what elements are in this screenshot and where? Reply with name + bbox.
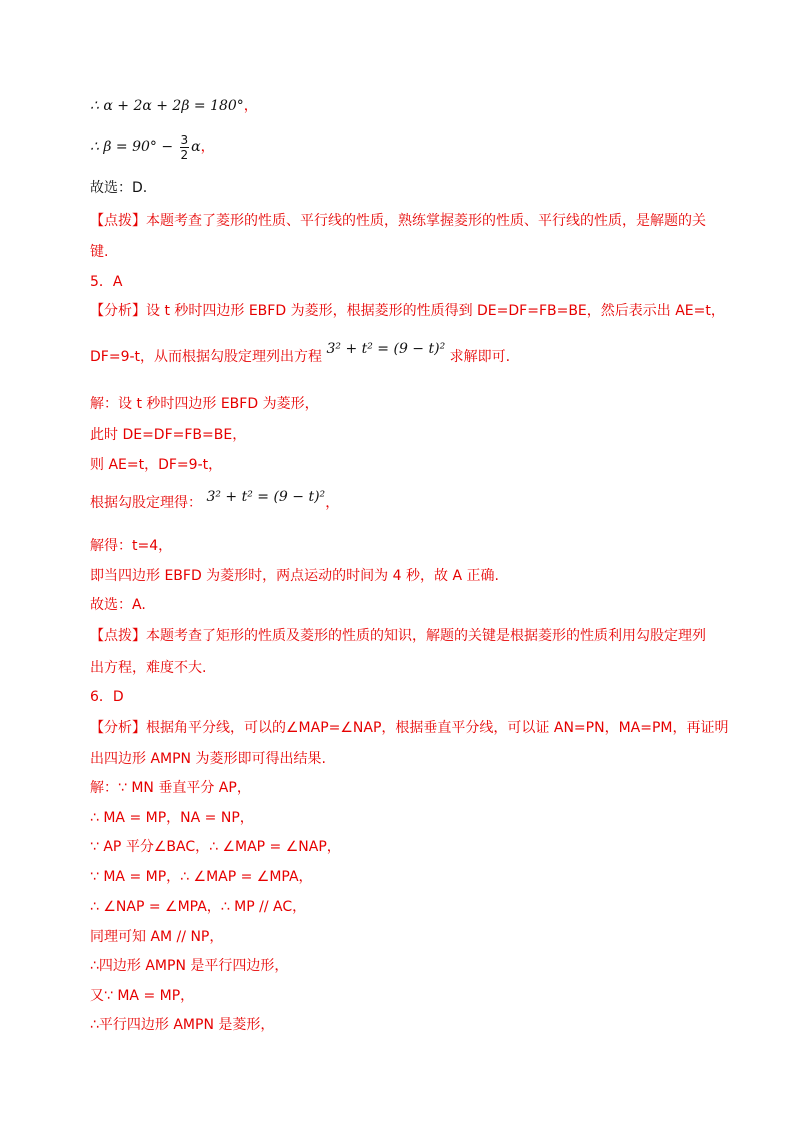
solution-line: 即当四边形 EBFD 为菱形时，两点运动的时间为 4 秒，故 A 正确. [90,568,499,584]
punctuation: ， [200,139,215,155]
fraction-denominator: 2 [180,147,189,162]
analysis-paragraph-q6-cont: 出四边形 AMPN 为菱形即可得出结果. [90,751,326,767]
tip-paragraph-q5-cont: 出方程，难度不大. [90,660,207,676]
proof-line: 解：∵ MN 垂直平分 AP， [90,780,251,796]
proof-line: ∵ AP 平分∠BAC，∴ ∠MAP = ∠NAP， [90,839,341,855]
analysis-paragraph-q6: 【分析】根据角平分线，可以的∠MAP=∠NAP，根据垂直平分线，可以证 AN=PN，MA=PM，再证明 [90,720,729,736]
solution-line: 此时 DE=DF=FB=BE， [90,427,247,443]
proof-line: ∴平行四边形 AMPN 是菱形， [90,1017,275,1033]
analysis-text-end: 求解即可. [449,349,511,365]
tip-paragraph-q4: 【点拨】本题考查了菱形的性质、平行线的性质，熟练掌握菱形的性质、平行线的性质，是解题的关 [90,213,706,229]
equation-line-beta [90,131,215,163]
tip-paragraph-q4-cont: 键. [90,244,109,260]
punctuation: ， [325,495,340,511]
solution-line: 解：设 t 秒时四边形 EBFD 为菱形， [90,396,319,412]
tip-paragraph-q5: 【点拨】本题考查了矩形的性质及菱形的性质的知识，解题的关键是根据菱形的性质利用勾股定理列 [90,628,706,644]
analysis-paragraph-q5: 【分析】设 t 秒时四边形 EBFD 为菱形，根据菱形的性质得到 DE=DF=FB=BE，然后表示出 AE=t， [90,303,725,319]
analysis-text: DF=9-t，从而根据勾股定理列出方程 [90,349,323,365]
solution-line: 解得：t=4， [90,538,173,554]
solution-text: 根据勾股定理得： [90,495,202,511]
beta-equation-suffix: α [191,139,201,155]
equation-line-angle-sum [90,97,258,115]
answer-choice-line: 故选：A. [90,597,146,613]
proof-line: ∴ MA = MP，NA = NP， [90,810,254,826]
proof-line: ∵ MA = MP，∴ ∠MAP = ∠MPA， [90,869,313,885]
proof-line: 又∵ MA = MP， [90,988,195,1004]
pythagorean-equation: 3² + t² = (9 − t)² [206,489,326,505]
beta-equation-prefix: ∴ β = 90° − [90,139,174,155]
answer-choice-line: 故选：D. [90,180,148,196]
question-6-heading: 6．D [90,689,124,705]
proof-line: ∴四边形 AMPN 是平行四边形， [90,958,289,974]
solution-equation-line [90,489,340,512]
fraction-three-halves [180,133,190,162]
question-5-heading: 5．A [90,274,123,290]
fraction-numerator: 3 [180,132,189,147]
analysis-paragraph-q5-cont [90,341,511,366]
pythagorean-equation: 3² + t² = (9 − t)² [326,341,446,357]
angle-sum-equation: ∴ α + 2α + 2β = 180° [90,98,244,114]
proof-line: 同理可知 AM // NP， [90,929,224,945]
proof-line: ∴ ∠NAP = ∠MPA，∴ MP // AC， [90,899,307,915]
punctuation: ， [243,98,258,114]
solution-line: 则 AE=t，DF=9-t， [90,457,223,473]
